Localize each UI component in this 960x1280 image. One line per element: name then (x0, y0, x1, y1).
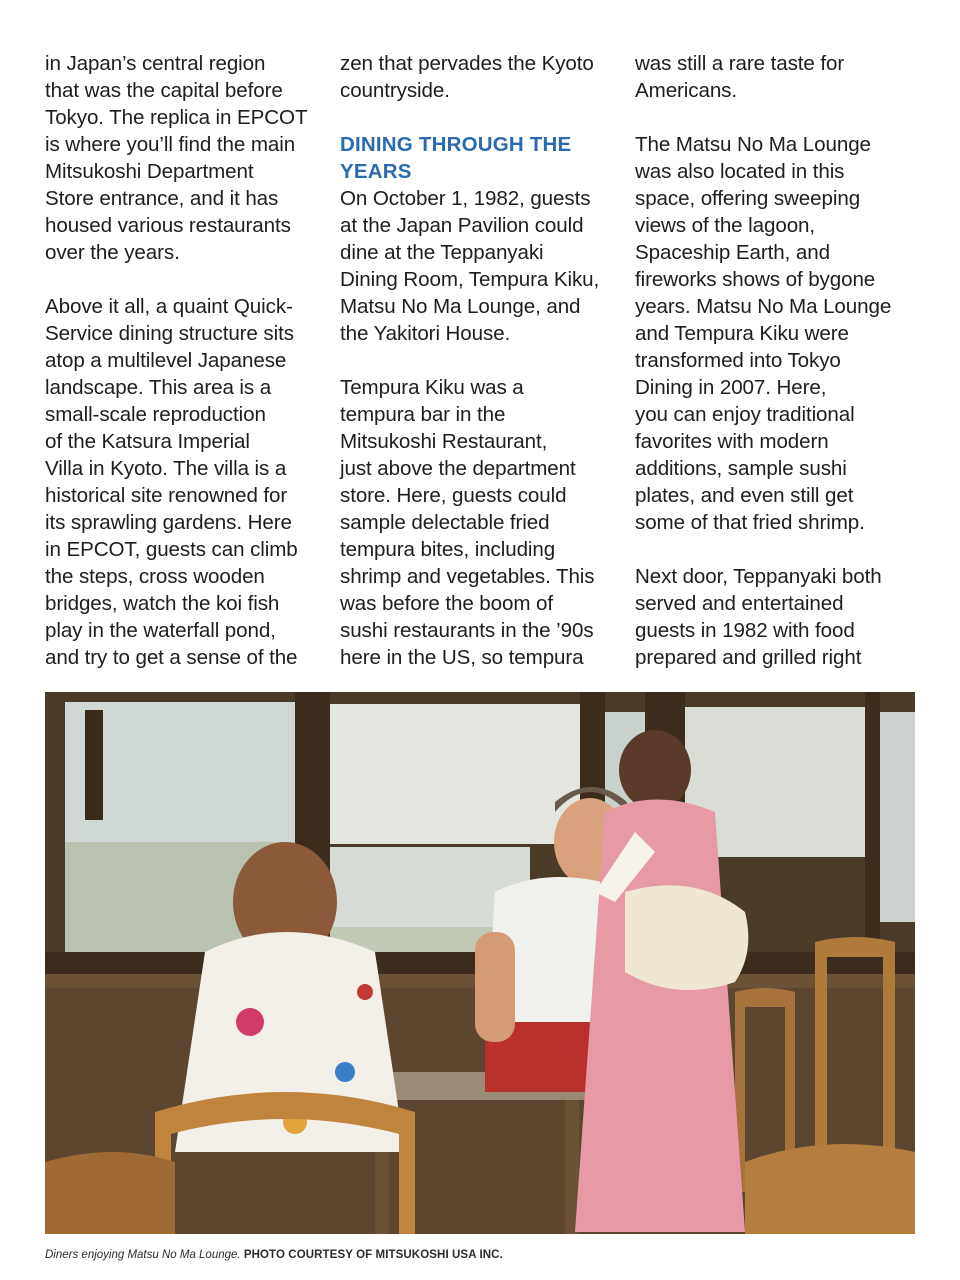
article-column-3 (635, 50, 915, 671)
text-line: years. Matsu No Ma Lounge (635, 295, 892, 318)
section-heading-line: YEARS (340, 160, 412, 183)
text-line: was also located in this (635, 160, 845, 183)
paragraph (340, 50, 622, 104)
text-line: sushi restaurants in the ’90s (340, 619, 594, 642)
text-line: Mitsukoshi Restaurant, (340, 430, 548, 453)
text-line: fireworks shows of bygone (635, 268, 876, 291)
text-line: tempura bar in the (340, 403, 506, 426)
text-line: atop a multilevel Japanese (45, 349, 287, 372)
lounge-photo (45, 692, 915, 1234)
text-line: Store entrance, and it has (45, 187, 279, 210)
text-line: play in the waterfall pond, (45, 619, 276, 642)
photo-caption (45, 1245, 915, 1265)
section-heading (340, 131, 622, 185)
paragraph-gap (635, 104, 915, 131)
section-heading-line: DINING THROUGH THE (340, 133, 572, 156)
text-line: and Tempura Kiku were (635, 322, 849, 345)
text-line: On October 1, 1982, guests (340, 187, 591, 210)
text-line: over the years. (45, 241, 180, 264)
text-line: store. Here, guests could (340, 484, 567, 507)
text-line: of the Katsura Imperial (45, 430, 250, 453)
text-line: housed various restaurants (45, 214, 291, 237)
text-line: zen that pervades the Kyoto (340, 52, 594, 75)
text-line: Above it all, a quaint Quick- (45, 295, 293, 318)
paragraph (340, 185, 622, 347)
text-line: The Matsu No Ma Lounge (635, 133, 871, 156)
text-line: Tokyo. The replica in EPCOT (45, 106, 308, 129)
text-line: favorites with modern (635, 430, 829, 453)
text-line: Tempura Kiku was a (340, 376, 524, 399)
text-line: Next door, Teppanyaki both (635, 565, 882, 588)
text-line: you can enjoy traditional (635, 403, 855, 426)
text-line: plates, and even still get (635, 484, 854, 507)
text-line: is where you’ll find the main (45, 133, 296, 156)
article-column-2 (340, 50, 622, 671)
text-line: Villa in Kyoto. The villa is a (45, 457, 287, 480)
text-line: space, offering sweeping (635, 187, 861, 210)
text-line: in Japan’s central region (45, 52, 266, 75)
text-line: was still a rare taste for (635, 52, 845, 75)
text-line: Dining Room, Tempura Kiku, (340, 268, 600, 291)
text-line: small-scale reproduction (45, 403, 266, 426)
text-line: the steps, cross wooden (45, 565, 265, 588)
text-line: that was the capital before (45, 79, 283, 102)
text-line: Matsu No Ma Lounge, and (340, 295, 581, 318)
text-line: its sprawling gardens. Here (45, 511, 292, 534)
article-body (45, 50, 915, 675)
paragraph (635, 131, 915, 536)
lounge-photo-illustration (45, 692, 915, 1234)
article-column-1 (45, 50, 327, 671)
text-line: here in the US, so tempura (340, 646, 584, 669)
text-line: at the Japan Pavilion could (340, 214, 584, 237)
paragraph (635, 563, 915, 671)
paragraph (45, 293, 327, 671)
paragraph (340, 374, 622, 671)
text-line: transformed into Tokyo (635, 349, 841, 372)
caption-text: Diners enjoying Matsu No Ma Lounge. (45, 1249, 241, 1261)
text-line: historical site renowned for (45, 484, 288, 507)
text-line: dine at the Teppanyaki (340, 241, 544, 264)
text-line: Dining in 2007. Here, (635, 376, 827, 399)
photo-credit: PHOTO COURTESY OF MITSUKOSHI USA INC. (243, 1249, 503, 1261)
text-line: views of the lagoon, (635, 214, 816, 237)
paragraph-gap (45, 266, 327, 293)
text-line: countryside. (340, 79, 450, 102)
text-line: bridges, watch the koi fish (45, 592, 280, 615)
text-line: just above the department (340, 457, 576, 480)
text-line: was before the boom of (340, 592, 554, 615)
paragraph-gap (635, 536, 915, 563)
text-line: guests in 1982 with food (635, 619, 855, 642)
paragraph (635, 50, 915, 104)
text-line: and try to get a sense of the (45, 646, 298, 669)
text-line: tempura bites, including (340, 538, 556, 561)
paragraph-gap (340, 104, 622, 131)
text-line: sample delectable fried (340, 511, 550, 534)
text-line: Mitsukoshi Department (45, 160, 254, 183)
text-line: the Yakitori House. (340, 322, 511, 345)
text-line: prepared and grilled right (635, 646, 862, 669)
text-line: Americans. (635, 79, 737, 102)
paragraph (45, 50, 327, 266)
text-line: shrimp and vegetables. This (340, 565, 595, 588)
paragraph-gap (340, 347, 622, 374)
text-line: additions, sample sushi (635, 457, 847, 480)
text-line: served and entertained (635, 592, 844, 615)
text-line: in EPCOT, guests can climb (45, 538, 298, 561)
text-line: some of that fried shrimp. (635, 511, 865, 534)
text-line: Service dining structure sits (45, 322, 294, 345)
text-line: Spaceship Earth, and (635, 241, 830, 264)
text-line: landscape. This area is a (45, 376, 272, 399)
